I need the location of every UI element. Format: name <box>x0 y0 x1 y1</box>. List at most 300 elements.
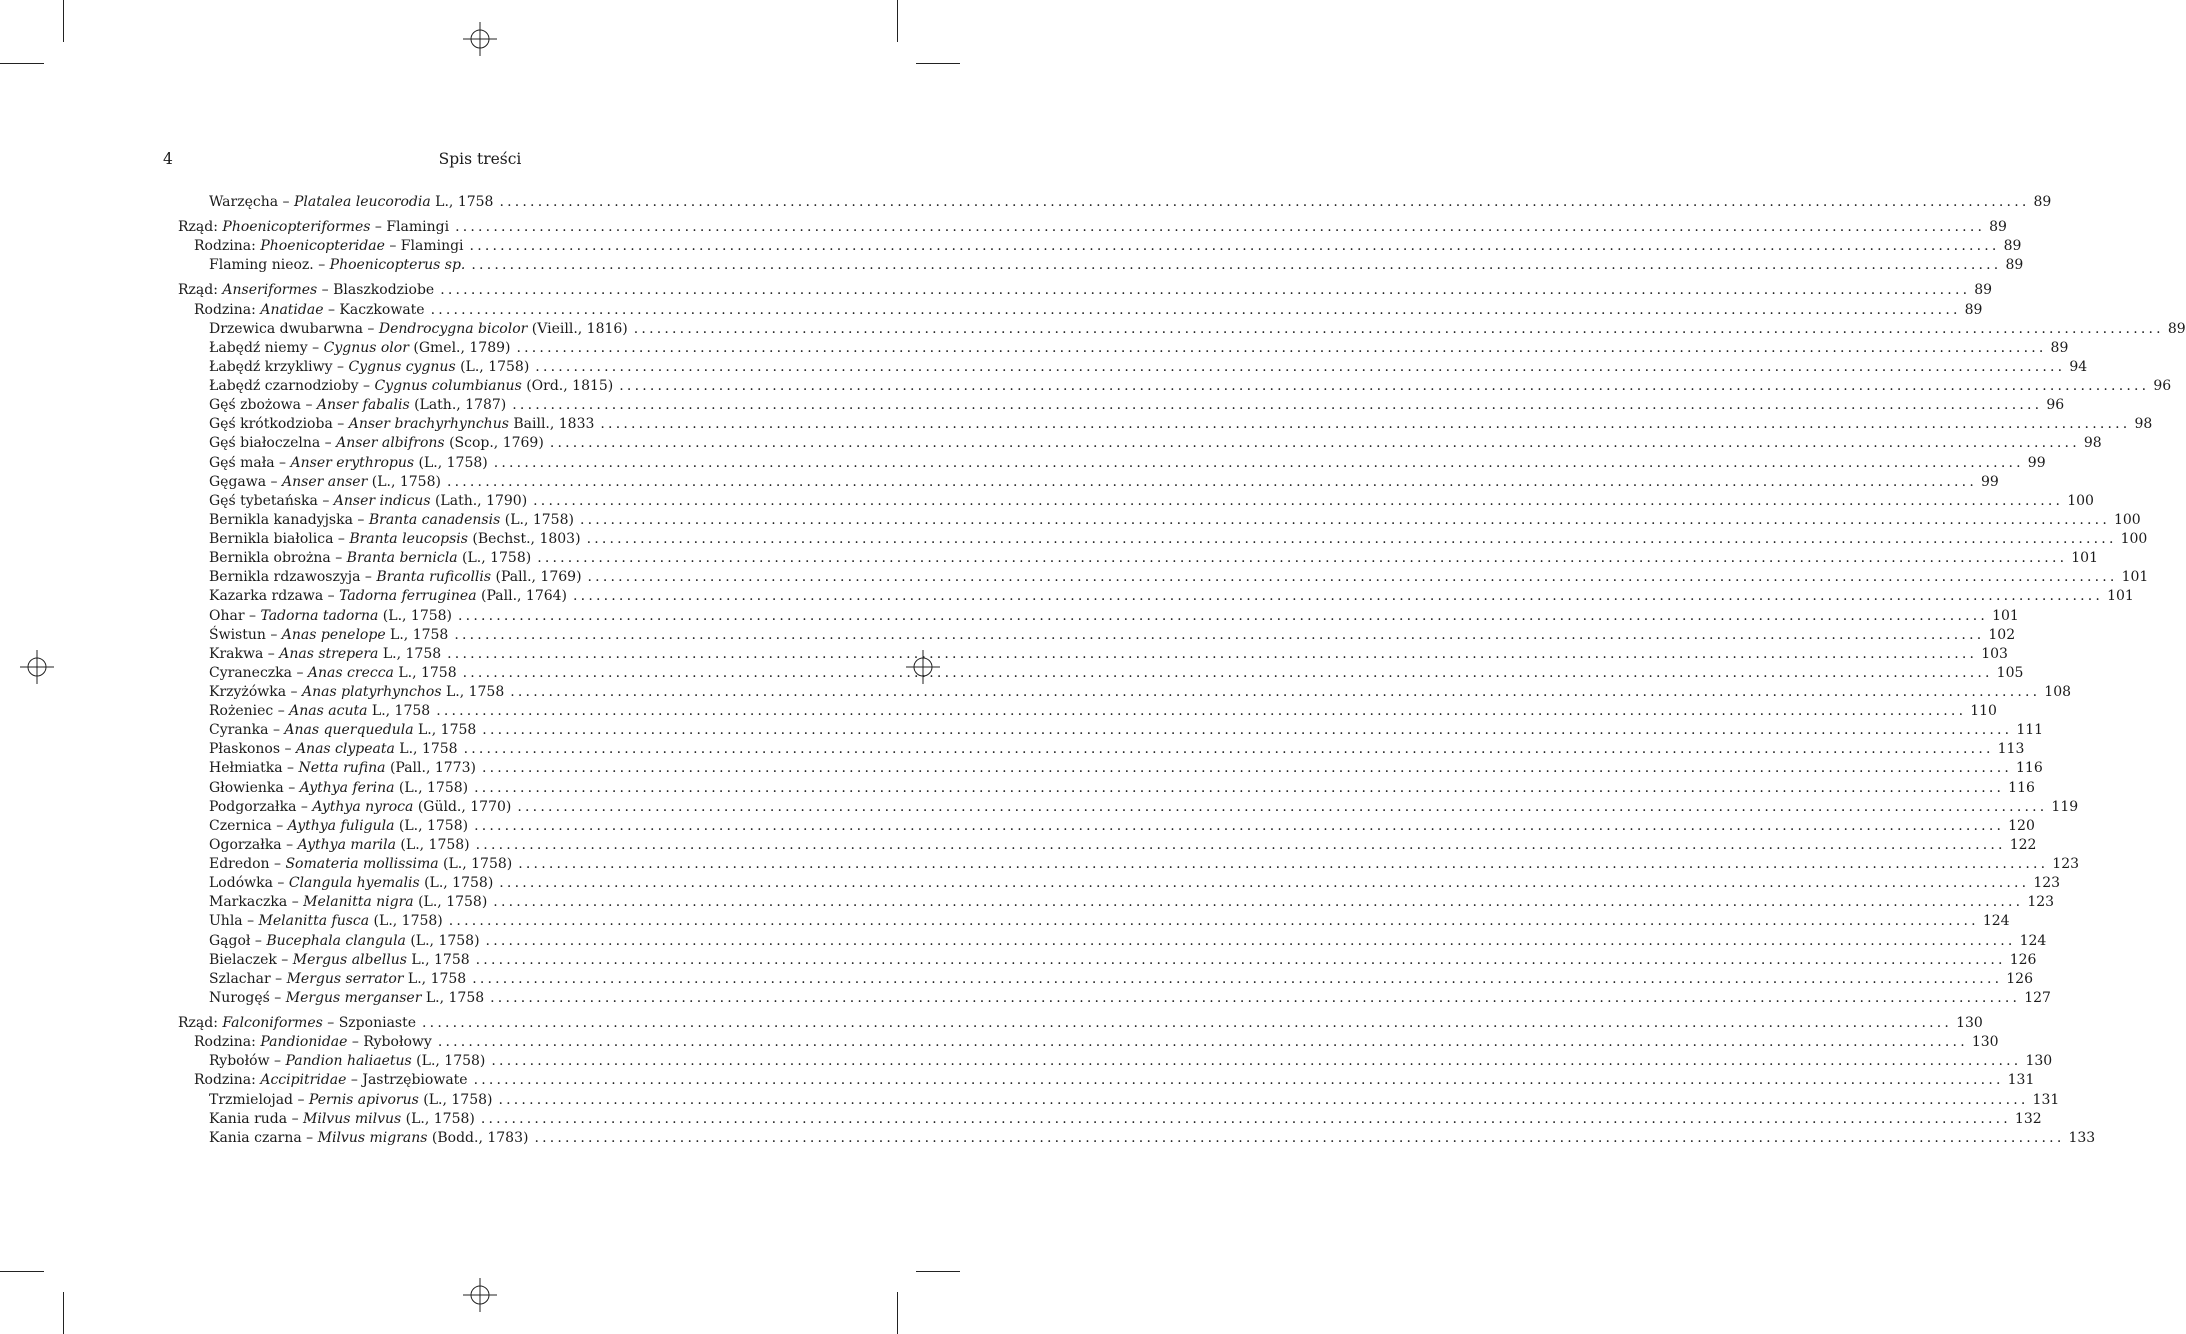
toc-entry-name: Drzewica dwubarwna – <box>209 321 379 337</box>
toc-entry <box>209 378 2172 397</box>
toc-leader-dots: ........................................................................................................................................................................................................ <box>448 913 1979 929</box>
toc-entry-name: Rodzina: <box>194 302 261 318</box>
toc-entry-author: (L., 1758) <box>419 875 494 891</box>
toc-entry-label <box>209 780 474 796</box>
toc-leader-dots: ........................................................................................................................................................................................................ <box>455 219 1986 235</box>
toc-entry <box>194 302 1983 321</box>
toc-entry-name: Nurogęś – <box>209 990 286 1006</box>
toc-entry-name: Gęś krótkodzioba – <box>209 416 349 432</box>
toc-leader-dots: ........................................................................................................................................................................................................ <box>510 684 2041 700</box>
toc-entry <box>209 913 2010 932</box>
toc-entry-latin-name: Milvus milvus <box>303 1111 402 1127</box>
toc-entry <box>209 512 2141 531</box>
toc-entry-author: (Pall., 1773) <box>385 760 476 776</box>
toc-entry-author: – Rybołowy <box>347 1034 432 1050</box>
toc-entry-latin-name: Anser erythropus <box>290 455 415 471</box>
toc-entry-page: 126 <box>2009 952 2037 968</box>
toc-entry-name: Ohar – <box>209 608 261 624</box>
toc-leader-dots: ........................................................................................................................................................................................................ <box>462 665 1993 681</box>
toc-entry-author: (L., 1758) <box>394 780 469 796</box>
toc-entry-name: Bernikla rdzawoszyja – <box>209 569 377 585</box>
toc-entry-author: – Jastrzębiowate <box>346 1072 468 1088</box>
toc-entry <box>209 608 2019 627</box>
toc-entry-name: Bernikla obrożna – <box>209 550 347 566</box>
toc-entry-page: 124 <box>2019 933 2047 949</box>
toc-leader-dots: ........................................................................................................................................................................................................ <box>469 238 2000 254</box>
toc-entry-page: 105 <box>1996 665 2024 681</box>
toc-entry-label <box>209 703 436 719</box>
toc-entry-author: (Ord., 1815) <box>521 378 614 394</box>
toc-entry-label <box>209 684 510 700</box>
toc-entry <box>209 474 1999 493</box>
crop-mark-top-right <box>897 0 898 42</box>
toc-entry <box>209 1053 2053 1072</box>
toc-entry <box>209 780 2035 799</box>
toc-leader-dots: ........................................................................................................................................................................................................ <box>437 1034 1968 1050</box>
toc-entry-author: – Blaszkodziobe <box>317 282 435 298</box>
toc-entry <box>209 875 2061 894</box>
toc-entry-latin-name: Anas penelope <box>281 627 386 643</box>
toc-leader-dots: ........................................................................................................................................................................................................ <box>475 837 2006 853</box>
toc-entry-latin-name: Aythya marila <box>297 837 396 853</box>
toc-entry-author: (Bodd., 1783) <box>427 1130 529 1146</box>
toc-entry-label <box>194 1034 438 1050</box>
toc-entry-latin-name: Cygnus cygnus <box>348 359 456 375</box>
toc-leader-dots: ........................................................................................................................................................................................................ <box>512 397 2043 413</box>
toc-entry <box>178 1015 1983 1034</box>
toc-entry <box>209 856 2080 875</box>
toc-leader-dots: ........................................................................................................................................................................................................ <box>586 531 2117 547</box>
toc-entry-author: L., 1758 <box>394 741 458 757</box>
toc-entry-name: Flaming nieoz. – <box>209 257 330 273</box>
toc-entry-latin-name: Anas querquedula <box>284 722 414 738</box>
toc-entry-author: (Scop., 1769) <box>444 435 544 451</box>
toc-leader-dots: ........................................................................................................................................................................................................ <box>587 569 2118 585</box>
toc-entry-name: Lodówka – <box>209 875 289 891</box>
toc-entry-name: Bielaczek – <box>209 952 293 968</box>
toc-entry <box>209 627 2016 646</box>
toc-entry-label <box>194 302 431 318</box>
toc-entry-label <box>209 741 464 757</box>
toc-entry <box>209 359 2088 378</box>
toc-entry <box>178 282 1993 301</box>
toc-entry-latin-name: Cygnus columbianus <box>374 378 522 394</box>
toc-entry-author: L., 1758 <box>413 722 477 738</box>
toc-entry-label <box>209 512 580 528</box>
toc-entry-label <box>209 359 535 375</box>
toc-entry-author: L., 1758 <box>403 971 467 987</box>
toc-entry-page: 131 <box>2032 1092 2060 1108</box>
toc-entry-author: (L., 1758) <box>411 1053 486 1069</box>
toc-entry-label <box>209 608 458 624</box>
toc-entry-page: 126 <box>2006 971 2033 987</box>
toc-entry-latin-name: Dendrocygna bicolor <box>378 321 528 337</box>
toc-entry-author: (L., 1758) <box>394 818 469 834</box>
toc-entry-name: Krzyżówka – <box>209 684 302 700</box>
toc-entry-page: 127 <box>2024 990 2051 1006</box>
toc-entry-page: 100 <box>2067 493 2094 509</box>
toc-leader-dots: ........................................................................................................................................................................................................ <box>458 608 1989 624</box>
toc-entry-name: Rodzina: <box>194 1072 261 1088</box>
toc-entry-name: Gęś białoczelna – <box>209 435 337 451</box>
toc-entry <box>209 684 2072 703</box>
toc-entry-author: (L., 1758) <box>457 550 532 566</box>
toc-entry-name: Gęś tybetańska – <box>209 493 334 509</box>
toc-entry <box>209 397 2065 416</box>
toc-entry-page: 110 <box>1970 703 1997 719</box>
toc-entry-page: 98 <box>2134 416 2153 432</box>
toc-entry-author: (Lath., 1790) <box>430 493 528 509</box>
toc-entry-page: 130 <box>2025 1053 2053 1069</box>
toc-entry-label <box>209 875 499 891</box>
toc-entry-latin-name: Branta ruficollis <box>376 569 492 585</box>
toc-entry-author: L., 1758 <box>378 646 442 662</box>
toc-entry <box>209 1111 2042 1130</box>
toc-entry-name: Rząd: <box>178 282 223 298</box>
toc-entry-name: Bernikla białolica – <box>209 531 350 547</box>
toc-entry <box>209 818 2035 837</box>
toc-entry-page: 89 <box>2050 340 2069 356</box>
toc-entry-page: 100 <box>2120 531 2148 547</box>
toc-entry-author: L., 1758 <box>385 627 449 643</box>
toc-entry-name: Krakwa – <box>209 646 280 662</box>
toc-entry-name: Gągoł – <box>209 933 267 949</box>
toc-leader-dots: ........................................................................................................................................................................................................ <box>474 818 2005 834</box>
toc-entry-page: 101 <box>1992 608 2019 624</box>
toc-entry-label <box>209 646 447 662</box>
crop-mark-bottom-right <box>897 1292 898 1334</box>
toc-entry-latin-name: Anas clypeata <box>295 741 395 757</box>
toc-leader-dots: ........................................................................................................................................................................................................ <box>499 194 2030 210</box>
toc-entry-latin-name: Milvus migrans <box>317 1130 428 1146</box>
toc-entry-label <box>209 531 587 547</box>
toc-entry-author: – Szponiaste <box>322 1015 417 1031</box>
toc-entry-author: – Kaczkowate <box>323 302 425 318</box>
toc-entry-label <box>209 588 573 604</box>
toc-entry-page: 96 <box>2046 397 2065 413</box>
toc-entry-label <box>209 1111 481 1127</box>
toc-entry-page: 123 <box>2027 894 2055 910</box>
toc-entry-label <box>209 321 634 337</box>
crop-mark-top-left-h <box>0 63 44 64</box>
crop-mark-bottom-right-h <box>916 1271 960 1272</box>
toc-entry <box>209 1130 2096 1149</box>
toc-leader-dots: ........................................................................................................................................................................................................ <box>430 302 1961 318</box>
toc-entry-page: 101 <box>2071 550 2098 566</box>
toc-entry-page: 130 <box>1956 1015 1983 1031</box>
toc-leader-dots: ........................................................................................................................................................................................................ <box>490 990 2021 1006</box>
registration-mark-top-icon <box>463 22 497 56</box>
toc-entry-label <box>194 238 470 254</box>
toc-entry <box>194 238 2022 257</box>
toc-entry-latin-name: Phoenicopteriformes <box>222 219 371 235</box>
toc-leader-dots: ........................................................................................................................................................................................................ <box>473 1072 2004 1088</box>
toc-entry-latin-name: Cygnus olor <box>323 340 409 356</box>
toc-entry-page: 122 <box>2009 837 2037 853</box>
toc-entry-label <box>209 340 516 356</box>
toc-entry-latin-name: Phoenicopteridae <box>260 238 385 254</box>
toc-entry-author: L., 1758 <box>421 990 485 1006</box>
toc-entry-page: 99 <box>1980 474 1999 490</box>
toc-entry-name: Szlachar – <box>209 971 287 987</box>
toc-entry <box>209 971 2033 990</box>
toc-leader-dots: ........................................................................................................................................................................................................ <box>422 1015 1953 1031</box>
toc-entry-latin-name: Falconiformes <box>222 1015 323 1031</box>
toc-leader-dots: ........................................................................................................................................................................................................ <box>485 933 2016 949</box>
toc-entry <box>194 1072 2035 1091</box>
toc-entry-author: L., 1758 <box>430 194 494 210</box>
toc-entry-latin-name: Aythya fuligula <box>287 818 395 834</box>
toc-entry-label <box>209 1130 534 1146</box>
toc-leader-dots: ........................................................................................................................................................................................................ <box>493 894 2024 910</box>
toc-entry-latin-name: Pernis apivorus <box>308 1092 419 1108</box>
toc-entry-page: 116 <box>2008 780 2035 796</box>
toc-entry-name: Edredon – <box>209 856 286 872</box>
toc-leader-dots: ........................................................................................................................................................................................................ <box>454 627 1985 643</box>
toc-entry-author: L., 1758 <box>406 952 470 968</box>
toc-leader-dots: ........................................................................................................................................................................................................ <box>633 321 2164 337</box>
toc-leader-dots: ........................................................................................................................................................................................................ <box>573 588 2104 604</box>
toc-entry-name: Łabędź niemy – <box>209 340 324 356</box>
toc-leader-dots: ........................................................................................................................................................................................................ <box>475 952 2006 968</box>
toc-entry-latin-name: Anas platyrhynchos <box>301 684 442 700</box>
crop-mark-top-left <box>63 0 64 42</box>
toc-entry-latin-name: Mergus albellus <box>292 952 407 968</box>
toc-entry-author: (L., 1758) <box>378 608 453 624</box>
toc-entry <box>209 952 2037 971</box>
toc-entry-author: L., 1758 <box>367 703 431 719</box>
toc-entry-page: 103 <box>1981 646 2008 662</box>
toc-leader-dots: ........................................................................................................................................................................................................ <box>463 741 1994 757</box>
toc-entry-label <box>209 799 517 815</box>
toc-entry-label <box>178 219 455 235</box>
toc-entry-latin-name: Pandionidae <box>260 1034 348 1050</box>
toc-leader-dots: ........................................................................................................................................................................................................ <box>471 257 2002 273</box>
toc-entry-label <box>209 435 550 451</box>
toc-entry-latin-name: Accipitridae <box>260 1072 347 1088</box>
toc-entry-latin-name: Anser brachyrhynchus <box>348 416 509 432</box>
toc-entry-label <box>209 194 499 210</box>
toc-entry-name: Warzęcha – <box>209 194 294 210</box>
toc-entry-page: 96 <box>2153 378 2172 394</box>
toc-entry-author: (Güld., 1770) <box>413 799 512 815</box>
toc-entry-author: (Lath., 1787) <box>409 397 507 413</box>
toc-entry <box>209 550 2098 569</box>
toc-entry <box>209 194 2052 213</box>
toc-leader-dots: ........................................................................................................................................................................................................ <box>446 474 1977 490</box>
toc-entry-label <box>209 455 494 471</box>
toc-entry-author: (L., 1758) <box>414 455 488 471</box>
toc-entry-page: 89 <box>2167 321 2186 337</box>
toc-entry-page: 101 <box>2107 588 2134 604</box>
toc-entry-latin-name: Anas crecca <box>307 665 394 681</box>
toc-entry-label <box>209 722 482 738</box>
crop-mark-bottom-left-h <box>0 1271 44 1272</box>
toc-leader-dots: ........................................................................................................................................................................................................ <box>440 282 1971 298</box>
running-title: Spis treści <box>438 150 522 168</box>
toc-entry <box>209 837 2037 856</box>
toc-entry-page: 108 <box>2044 684 2072 700</box>
toc-leader-dots: ........................................................................................................................................................................................................ <box>491 1053 2022 1069</box>
toc-entry-latin-name: Clangula hyemalis <box>288 875 420 891</box>
toc-entry-author: (L., 1758) <box>500 512 574 528</box>
toc-entry-page: 123 <box>2052 856 2080 872</box>
toc-entry-latin-name: Tadorna tadorna <box>260 608 379 624</box>
toc-leader-dots: ........................................................................................................................................................................................................ <box>498 1092 2029 1108</box>
toc-entry-latin-name: Bucephala clangula <box>266 933 406 949</box>
toc-entry-author: – Flamingi <box>384 238 464 254</box>
toc-entry-name: Markaczka – <box>209 894 304 910</box>
toc-leader-dots: ........................................................................................................................................................................................................ <box>480 1111 2011 1127</box>
toc-entry-latin-name: Branta canadensis <box>368 512 501 528</box>
toc-entry-label <box>209 665 463 681</box>
toc-entry-page: 100 <box>2113 512 2141 528</box>
toc-entry <box>209 531 2148 550</box>
toc-entry-latin-name: Anser albifrons <box>336 435 445 451</box>
toc-leader-dots: ........................................................................................................................................................................................................ <box>481 760 2012 776</box>
toc-entry-name: Trzmielojad – <box>209 1092 309 1108</box>
toc-leader-dots: ........................................................................................................................................................................................................ <box>535 359 2066 375</box>
toc-entry-label <box>209 913 449 929</box>
toc-entry-page: 113 <box>1997 741 2025 757</box>
toc-entry-name: Gęś zbożowa – <box>209 397 317 413</box>
toc-entry-latin-name: Tadorna ferruginea <box>339 588 477 604</box>
toc-entry-page: 131 <box>2007 1072 2035 1088</box>
toc-entry-label <box>209 837 476 853</box>
toc-entry-name: Płaskonos – <box>209 741 296 757</box>
toc-leader-dots: ........................................................................................................................................................................................................ <box>517 799 2048 815</box>
page-number: 4 <box>163 150 173 168</box>
toc-entry-label <box>209 818 474 834</box>
toc-entry-author: (L., 1758) <box>455 359 530 375</box>
toc-entry-label <box>178 282 440 298</box>
toc-entry-latin-name: Aythya nyroca <box>312 799 414 815</box>
toc-leader-dots: ........................................................................................................................................................................................................ <box>518 856 2049 872</box>
toc-entry-name: Rodzina: <box>194 1034 261 1050</box>
toc-entry-latin-name: Anser anser <box>282 474 368 490</box>
toc-entry-name: Bernikla kanadyjska – <box>209 512 369 528</box>
toc-entry-latin-name: Anser indicus <box>333 493 431 509</box>
toc-entry-label <box>178 1015 422 1031</box>
toc-entry-name: Rząd: <box>178 1015 223 1031</box>
toc-entry <box>209 703 1997 722</box>
toc-entry-label <box>209 378 619 394</box>
toc-entry-label <box>209 971 472 987</box>
toc-entry <box>194 1034 1999 1053</box>
toc-entry-label <box>209 474 447 490</box>
toc-entry-label <box>209 990 490 1006</box>
toc-entry-name: Gęś mała – <box>209 455 291 471</box>
toc-entry <box>209 340 2069 359</box>
toc-entry-page: 89 <box>1964 302 1983 318</box>
toc-entry-label <box>209 493 533 509</box>
toc-entry-latin-name: Netta rufina <box>298 760 386 776</box>
toc-leader-dots: ........................................................................................................................................................................................................ <box>619 378 2150 394</box>
toc-entry-page: 102 <box>1988 627 2016 643</box>
toc-entry <box>209 646 2008 665</box>
toc-leader-dots: ........................................................................................................................................................................................................ <box>533 493 2064 509</box>
toc-entry <box>209 760 2043 779</box>
toc-entry-label <box>194 1072 474 1088</box>
toc-entry-name: Kazarka rdzawa – <box>209 588 340 604</box>
toc-entry-page: 124 <box>1982 913 2010 929</box>
toc-entry-author: (L., 1758) <box>395 837 470 853</box>
toc-entry-label <box>209 952 476 968</box>
toc-entry-name: Rodzina: <box>194 238 261 254</box>
toc-entry-page: 133 <box>2068 1130 2096 1146</box>
toc-entry <box>209 416 2153 435</box>
toc-entry <box>209 665 2024 684</box>
toc-entry <box>209 722 2044 741</box>
toc-entry <box>178 219 2007 238</box>
toc-entry-name: Łabędź czarnodzioby – <box>209 378 375 394</box>
toc-entry-author: (L., 1758) <box>367 474 441 490</box>
toc-entry-author: (L., 1758) <box>405 933 480 949</box>
toc-leader-dots: ........................................................................................................................................................................................................ <box>516 340 2047 356</box>
toc-entry-name: Kania czarna – <box>209 1130 318 1146</box>
toc-entry-label <box>209 760 482 776</box>
toc-entry-page: 89 <box>1989 219 2007 235</box>
toc-entry-latin-name: Branta leucopsis <box>349 531 468 547</box>
toc-entry-page: 89 <box>1974 282 1993 298</box>
toc-entry-name: Gęgawa – <box>209 474 283 490</box>
toc-entry-page: 101 <box>2121 569 2149 585</box>
toc-entry-label <box>209 397 512 413</box>
toc-entry-latin-name: Mergus serrator <box>286 971 404 987</box>
toc-entry-latin-name: Aythya ferina <box>299 780 395 796</box>
toc-entry <box>209 799 2079 818</box>
toc-entry <box>209 894 2055 913</box>
toc-entry-author: (Pall., 1764) <box>476 588 568 604</box>
toc-entry-name: Czernica – <box>209 818 288 834</box>
toc-entry-label <box>209 933 486 949</box>
toc-entry-latin-name: Anseriformes <box>222 282 318 298</box>
toc-entry-label <box>209 550 537 566</box>
registration-mark-left-icon <box>20 650 54 684</box>
toc-entry-name: Głowienka – <box>209 780 300 796</box>
toc-entry-latin-name: Mergus merganser <box>285 990 422 1006</box>
toc-entry-author: (L., 1758) <box>438 856 513 872</box>
toc-entry-page: 99 <box>2027 455 2046 471</box>
toc-entry-name: Cyranka – <box>209 722 285 738</box>
toc-entry-latin-name: Melanitta nigra <box>303 894 414 910</box>
crop-mark-bottom-left <box>63 1292 64 1334</box>
toc-entry-page: 116 <box>2016 760 2043 776</box>
toc-entry <box>209 933 2047 952</box>
toc-entry-latin-name: Anser fabalis <box>316 397 410 413</box>
toc-entry <box>209 990 2051 1009</box>
toc-entry-label <box>209 257 471 273</box>
toc-leader-dots: ........................................................................................................................................................................................................ <box>534 1130 2065 1146</box>
toc-entry-author: (Gmel., 1789) <box>408 340 511 356</box>
toc-entry-name: Rząd: <box>178 219 223 235</box>
toc-entry-name: Świstun – <box>209 627 282 643</box>
toc-entry-author: (L., 1758) <box>413 894 488 910</box>
toc-entry-name: Uhla – <box>209 913 259 929</box>
toc-leader-dots: ........................................................................................................................................................................................................ <box>472 971 2003 987</box>
toc-entry <box>209 455 2046 474</box>
toc-entry-latin-name: Anas acuta <box>289 703 368 719</box>
toc-entry-name: Kania ruda – <box>209 1111 304 1127</box>
toc-entry-author: – Flamingi <box>370 219 450 235</box>
toc-leader-dots: ........................................................................................................................................................................................................ <box>579 512 2110 528</box>
toc-entry-name: Cyraneczka – <box>209 665 308 681</box>
registration-mark-bottom-icon <box>463 1278 497 1312</box>
toc-leader-dots: ........................................................................................................................................................................................................ <box>482 722 2013 738</box>
toc-entry-latin-name: Pandion haliaetus <box>285 1053 412 1069</box>
toc-entry-author: L., 1758 <box>393 665 457 681</box>
toc-entry-page: 94 <box>2069 359 2088 375</box>
